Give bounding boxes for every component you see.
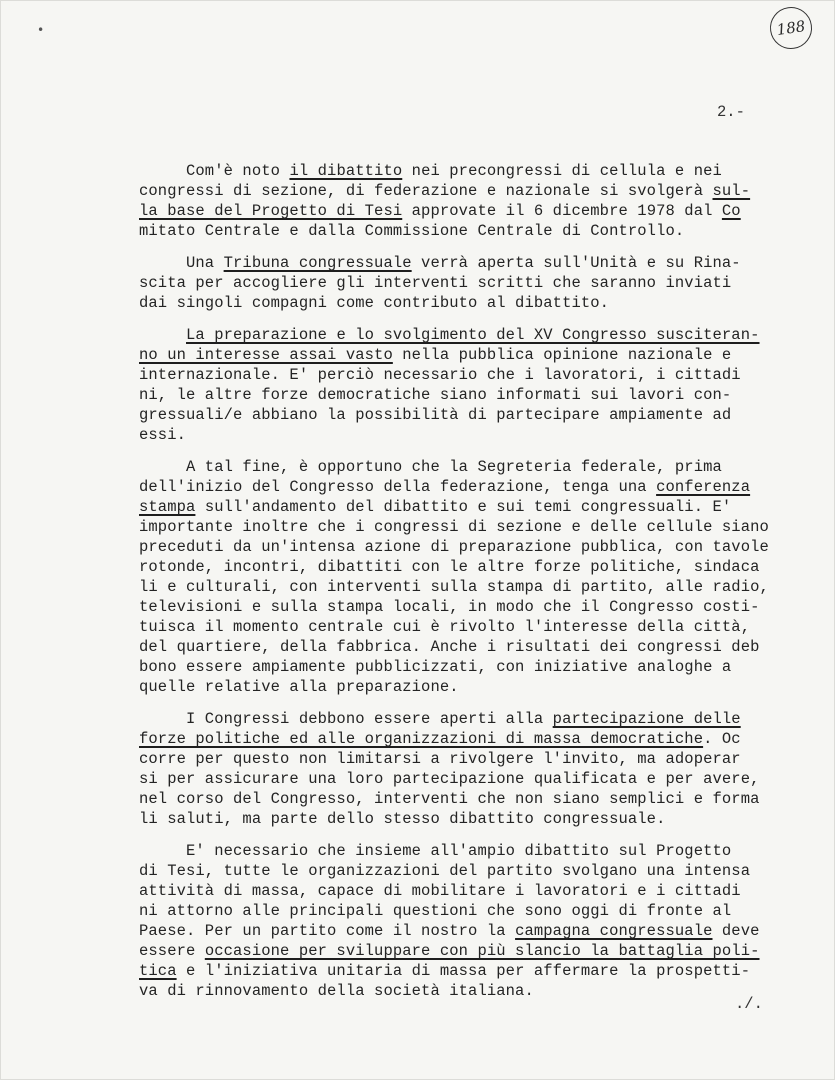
underlined-text: partecipazione delle [552, 710, 741, 728]
text-run: nei precongressi di cellula e nei [402, 162, 722, 180]
text-line [139, 293, 799, 313]
text-run: bono essere ampiamente pubblicizzati, con iniziative analoghe a [139, 658, 732, 676]
text-run: tuisca il momento centrale cui è rivolto l'interesse della città, [139, 618, 751, 636]
text-run: scita per accogliere gli interventi scritti che saranno inviati [139, 274, 732, 292]
text-line [139, 729, 799, 749]
text-run: Paese. Per un partito come il nostro la [139, 922, 516, 940]
text-run: corre per questo non limitarsi a rivolgere l'invito, ma adoperar [139, 750, 741, 768]
paragraph [139, 841, 799, 1001]
text-line [139, 477, 799, 497]
text-line [139, 517, 799, 537]
paragraph [139, 161, 799, 241]
text-line [139, 961, 799, 981]
text-run: si per assicurare una loro partecipazione qualificata e per avere, [139, 770, 760, 788]
underlined-text: no un interesse assai vasto [139, 346, 393, 364]
text-run: rotonde, incontri, dibattiti con le altre forze politiche, sindaca [139, 558, 760, 576]
text-line [139, 637, 799, 657]
text-run: dell'inizio del Congresso della federazione, tenga una [139, 478, 657, 496]
text-run: ni attorno alle principali questioni che sono oggi di fronte al [139, 902, 732, 920]
text-line [139, 881, 799, 901]
text-line [139, 789, 799, 809]
text-line [139, 537, 799, 557]
text-line [139, 677, 799, 697]
text-run: congressi di sezione, di federazione e nazionale si svolgerà [139, 182, 713, 200]
text-line [139, 921, 799, 941]
underlined-text: conferenza [656, 478, 751, 496]
underlined-text: la base del Progetto di Tesi [139, 202, 403, 220]
text-line [139, 597, 799, 617]
text-line [139, 325, 799, 345]
text-run: gressuali/e abbiano la possibilità di partecipare ampiamente ad [139, 406, 732, 424]
text-line [139, 253, 799, 273]
text-run: internazionale. E' perciò necessario che i lavoratori, i cittadi [139, 366, 741, 384]
text-run: e l'iniziativa unitaria di massa per affermare la prospetti- [176, 962, 751, 980]
text-line [139, 425, 799, 445]
text-line [139, 221, 799, 241]
underlined-text: campagna congressuale [515, 922, 713, 940]
text-run: va di rinnovamento della società italiana. [139, 982, 534, 1000]
text-line [139, 345, 799, 365]
text-line [139, 981, 799, 1001]
text-run: E' necessario che insieme all'ampio dibattito sul Progetto [139, 842, 732, 860]
corner-mark: • [37, 23, 45, 37]
text-line [139, 497, 799, 517]
text-run: televisioni e sulla stampa locali, in modo che il Congresso costi- [139, 598, 760, 616]
text-line [139, 769, 799, 789]
text-run: deve [712, 922, 760, 940]
text-line [139, 941, 799, 961]
text-line [139, 617, 799, 637]
text-run: li e culturali, con interventi sulla stampa di partito, alle radio, [139, 578, 769, 596]
text-line [139, 385, 799, 405]
text-run: approvate il 6 dicembre 1978 dal [402, 202, 722, 220]
underlined-text: stampa [139, 498, 196, 516]
text-run: li saluti, ma parte dello stesso dibattito congressuale. [139, 810, 666, 828]
text-line [139, 861, 799, 881]
text-run: dai singoli compagni come contributo al dibattito. [139, 294, 610, 312]
document-body [139, 161, 799, 1013]
text-line [139, 709, 799, 729]
text-run: Una [139, 254, 224, 272]
underlined-text: il dibattito [289, 162, 403, 180]
continuation-mark: ./. [735, 995, 763, 1013]
text-line [139, 901, 799, 921]
text-run: del quartiere, della fabbrica. Anche i risultati dei congressi deb [139, 638, 760, 656]
text-line [139, 657, 799, 677]
underlined-text: occasione per sviluppare con più slancio la battaglia poli- [204, 942, 760, 960]
text-run: I Congressi debbono essere aperti alla [139, 710, 553, 728]
text-line [139, 181, 799, 201]
paragraph [139, 457, 799, 697]
text-run [139, 326, 186, 344]
page-stamp: 188 [767, 4, 814, 51]
text-line [139, 457, 799, 477]
paragraph [139, 709, 799, 829]
text-run: Com'è noto [139, 162, 290, 180]
underlined-text: La preparazione e lo svolgimento del XV Congresso susciteran- [186, 326, 760, 344]
text-run: di Tesi, tutte le organizzazioni del partito svolgano una intensa [139, 862, 751, 880]
text-line [139, 577, 799, 597]
paragraph [139, 325, 799, 445]
page-number: 2.- [717, 103, 745, 121]
text-line [139, 201, 799, 221]
text-run: mitato Centrale e dalla Commissione Centrale di Controllo. [139, 222, 685, 240]
text-run: quelle relative alla preparazione. [139, 678, 459, 696]
text-line [139, 365, 799, 385]
text-run: ni, le altre forze democratiche siano informati sui lavori con- [139, 386, 732, 404]
underlined-text: forze politiche ed alle organizzazioni di massa democratiche [139, 730, 704, 748]
text-run: A tal fine, è opportuno che la Segreteria federale, prima [139, 458, 722, 476]
underlined-text: tica [139, 962, 177, 980]
text-line [139, 273, 799, 293]
text-run: . Oc [703, 730, 741, 748]
text-line [139, 841, 799, 861]
text-run: nella pubblica opinione nazionale e [392, 346, 732, 364]
text-line [139, 161, 799, 181]
text-line [139, 405, 799, 425]
text-run: verrà aperta sull'Unità e su Rina- [411, 254, 741, 272]
text-run: essere [139, 942, 205, 960]
text-run: preceduti da un'intensa azione di preparazione pubblica, con tavole [139, 538, 769, 556]
text-line [139, 557, 799, 577]
text-run: essi. [139, 426, 187, 444]
text-run: attività di massa, capace di mobilitare i lavoratori e i cittadi [139, 882, 741, 900]
text-run: importante inoltre che i congressi di sezione e delle cellule siano [139, 518, 769, 536]
underlined-text: Co [721, 202, 741, 220]
text-line [139, 809, 799, 829]
text-run: sull'andamento del dibattito e sui temi congressuali. E' [195, 498, 732, 516]
underlined-text: sul- [712, 182, 751, 200]
paragraph [139, 253, 799, 313]
text-run: nel corso del Congresso, interventi che non siano semplici e forma [139, 790, 760, 808]
underlined-text: Tribuna congressuale [223, 254, 412, 272]
text-line [139, 749, 799, 769]
